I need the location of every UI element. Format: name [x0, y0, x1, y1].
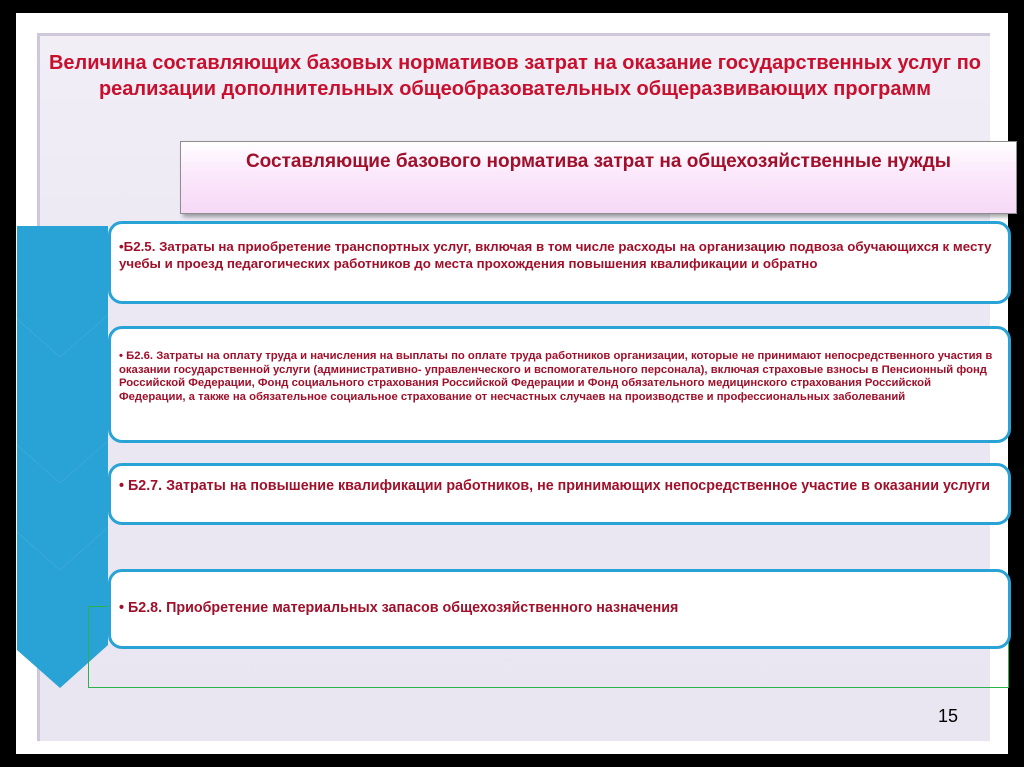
cost-item-b2-6 [108, 326, 1011, 443]
cost-item-b2-8-text: • Б2.8. Приобретение материальных запасов общехозяйственного назначения [119, 600, 679, 616]
cost-item-b2-5-text: •Б2.5. Затраты на приобретение транспортных услуг, включая в том числе расходы на организацию подвоза обучающихся к месту учебы и проезд педагогических работников до места прохождения повышения квалификации и обратно [119, 239, 992, 271]
cost-item-b2-7-text: • Б2.7. Затраты на повышение квалификации работников, не принимающих непосредственное участие в оказании услуги [119, 478, 991, 494]
subtitle-text: Составляющие базового норматива затрат на общехозяйственные нужды [245, 151, 952, 172]
cost-item-b2-8 [108, 569, 1011, 649]
cost-item-b2-7 [108, 463, 1011, 525]
slide-title: Величина составляющих базовых нормативов затрат на оказание государственных услуг по реализации дополнительных общеобразовательных общеразвивающих программ [48, 52, 981, 100]
cost-item-b2-6-text: • Б2.6. Затраты на оплату труда и начисления на выплаты по оплате труда работников организации, которые не принимают непосредственного участия в оказании государственной услуги (административно- управленческого и вспомогательного персонала), включая страховые взносы в Пенсионный фонд Российской Федерации, Фонд социального страхования Российской Федерации и Фонд обязательного медицинского страхования Российской Федерации, а также на обязательное социальное страхование от несчастных случаев на производстве и профессиональных заболеваний [119, 350, 993, 403]
cost-item-b2-5 [108, 221, 1011, 304]
page-number: 15 [937, 706, 959, 726]
